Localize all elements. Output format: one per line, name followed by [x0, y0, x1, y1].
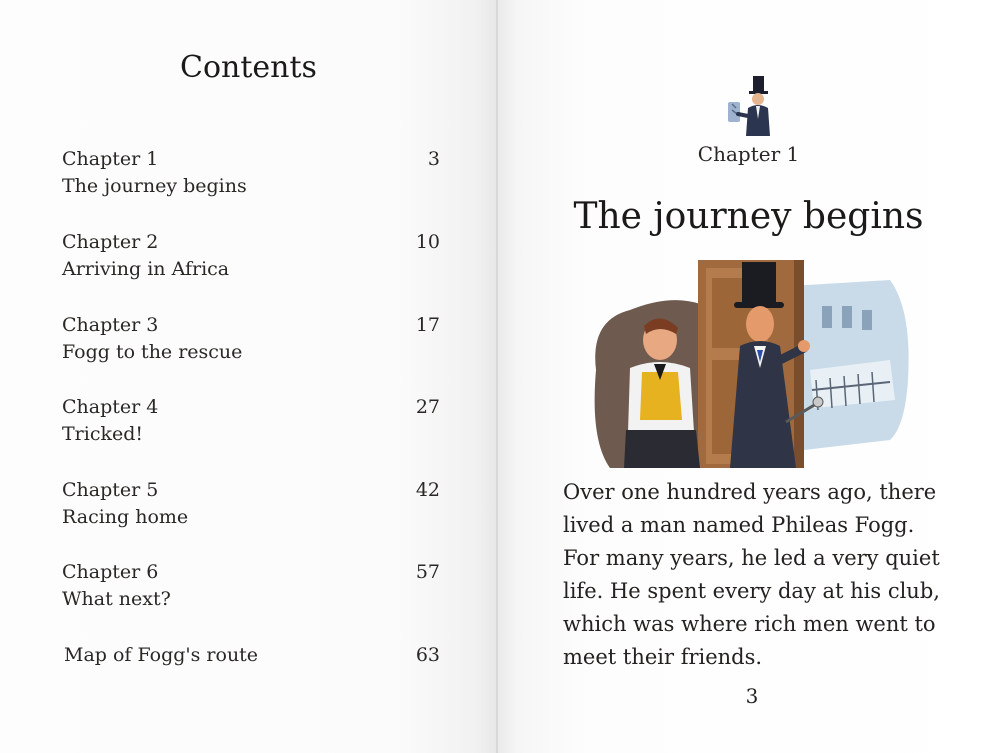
- toc-chapter-name: Fogg to the rescue: [62, 341, 243, 363]
- toc-page-number: 57: [415, 561, 440, 583]
- body-line: lived a man named Phileas Fogg.: [563, 513, 915, 537]
- toc-page-number: 63: [415, 644, 440, 666]
- toc-chapter-label: Chapter 2: [62, 231, 159, 253]
- toc-chapter-name: Racing home: [62, 506, 189, 528]
- toc-entry-chapter-2[interactable]: [62, 229, 440, 283]
- toc-chapter-name: What next?: [62, 588, 171, 610]
- body-line: For many years, he led a very quiet: [563, 546, 940, 570]
- book-gutter: [496, 0, 498, 753]
- toc-entry-chapter-1[interactable]: [62, 146, 440, 200]
- chapter-body-text: [563, 476, 963, 674]
- contents-page: [0, 0, 497, 753]
- chapter-title: The journey begins: [573, 196, 924, 237]
- body-line: meet their friends.: [563, 645, 763, 669]
- toc-entry-chapter-3[interactable]: [62, 312, 440, 366]
- toc-chapter-name: Arriving in Africa: [62, 258, 230, 280]
- toc-chapter-label: Chapter 1: [62, 148, 159, 170]
- body-line: Over one hundred years ago, there: [563, 480, 937, 504]
- body-line: life. He spent every day at his club,: [563, 579, 940, 603]
- toc-entry-chapter-4[interactable]: [62, 394, 440, 448]
- fogg-emblem-icon: [722, 74, 772, 138]
- contents-title: Contents: [180, 50, 317, 85]
- toc-page-number: 10: [415, 231, 440, 253]
- toc-chapter-label: Chapter 5: [62, 479, 159, 501]
- toc-chapter-label: Chapter 6: [62, 561, 159, 583]
- chapter-label: Chapter 1: [697, 142, 800, 166]
- toc-entry-chapter-6[interactable]: [62, 559, 440, 613]
- toc-entry-chapter-5[interactable]: [62, 477, 440, 531]
- toc-chapter-label: Chapter 3: [62, 314, 159, 336]
- body-line: which was where rich men went to: [563, 612, 936, 636]
- toc-chapter-name: The journey begins: [62, 175, 247, 197]
- doorway-illustration: [590, 250, 912, 472]
- toc-page-number: 42: [415, 479, 440, 501]
- toc-page-number: 27: [415, 396, 440, 418]
- toc-chapter-name: Tricked!: [62, 423, 144, 445]
- toc-page-number: 17: [415, 314, 440, 336]
- toc-page-number: 3: [427, 148, 440, 170]
- toc-map-label: Map of Fogg's route: [64, 644, 259, 666]
- toc-entry-map[interactable]: [64, 642, 440, 669]
- toc-chapter-label: Chapter 4: [62, 396, 159, 418]
- page-number: 3: [745, 684, 759, 708]
